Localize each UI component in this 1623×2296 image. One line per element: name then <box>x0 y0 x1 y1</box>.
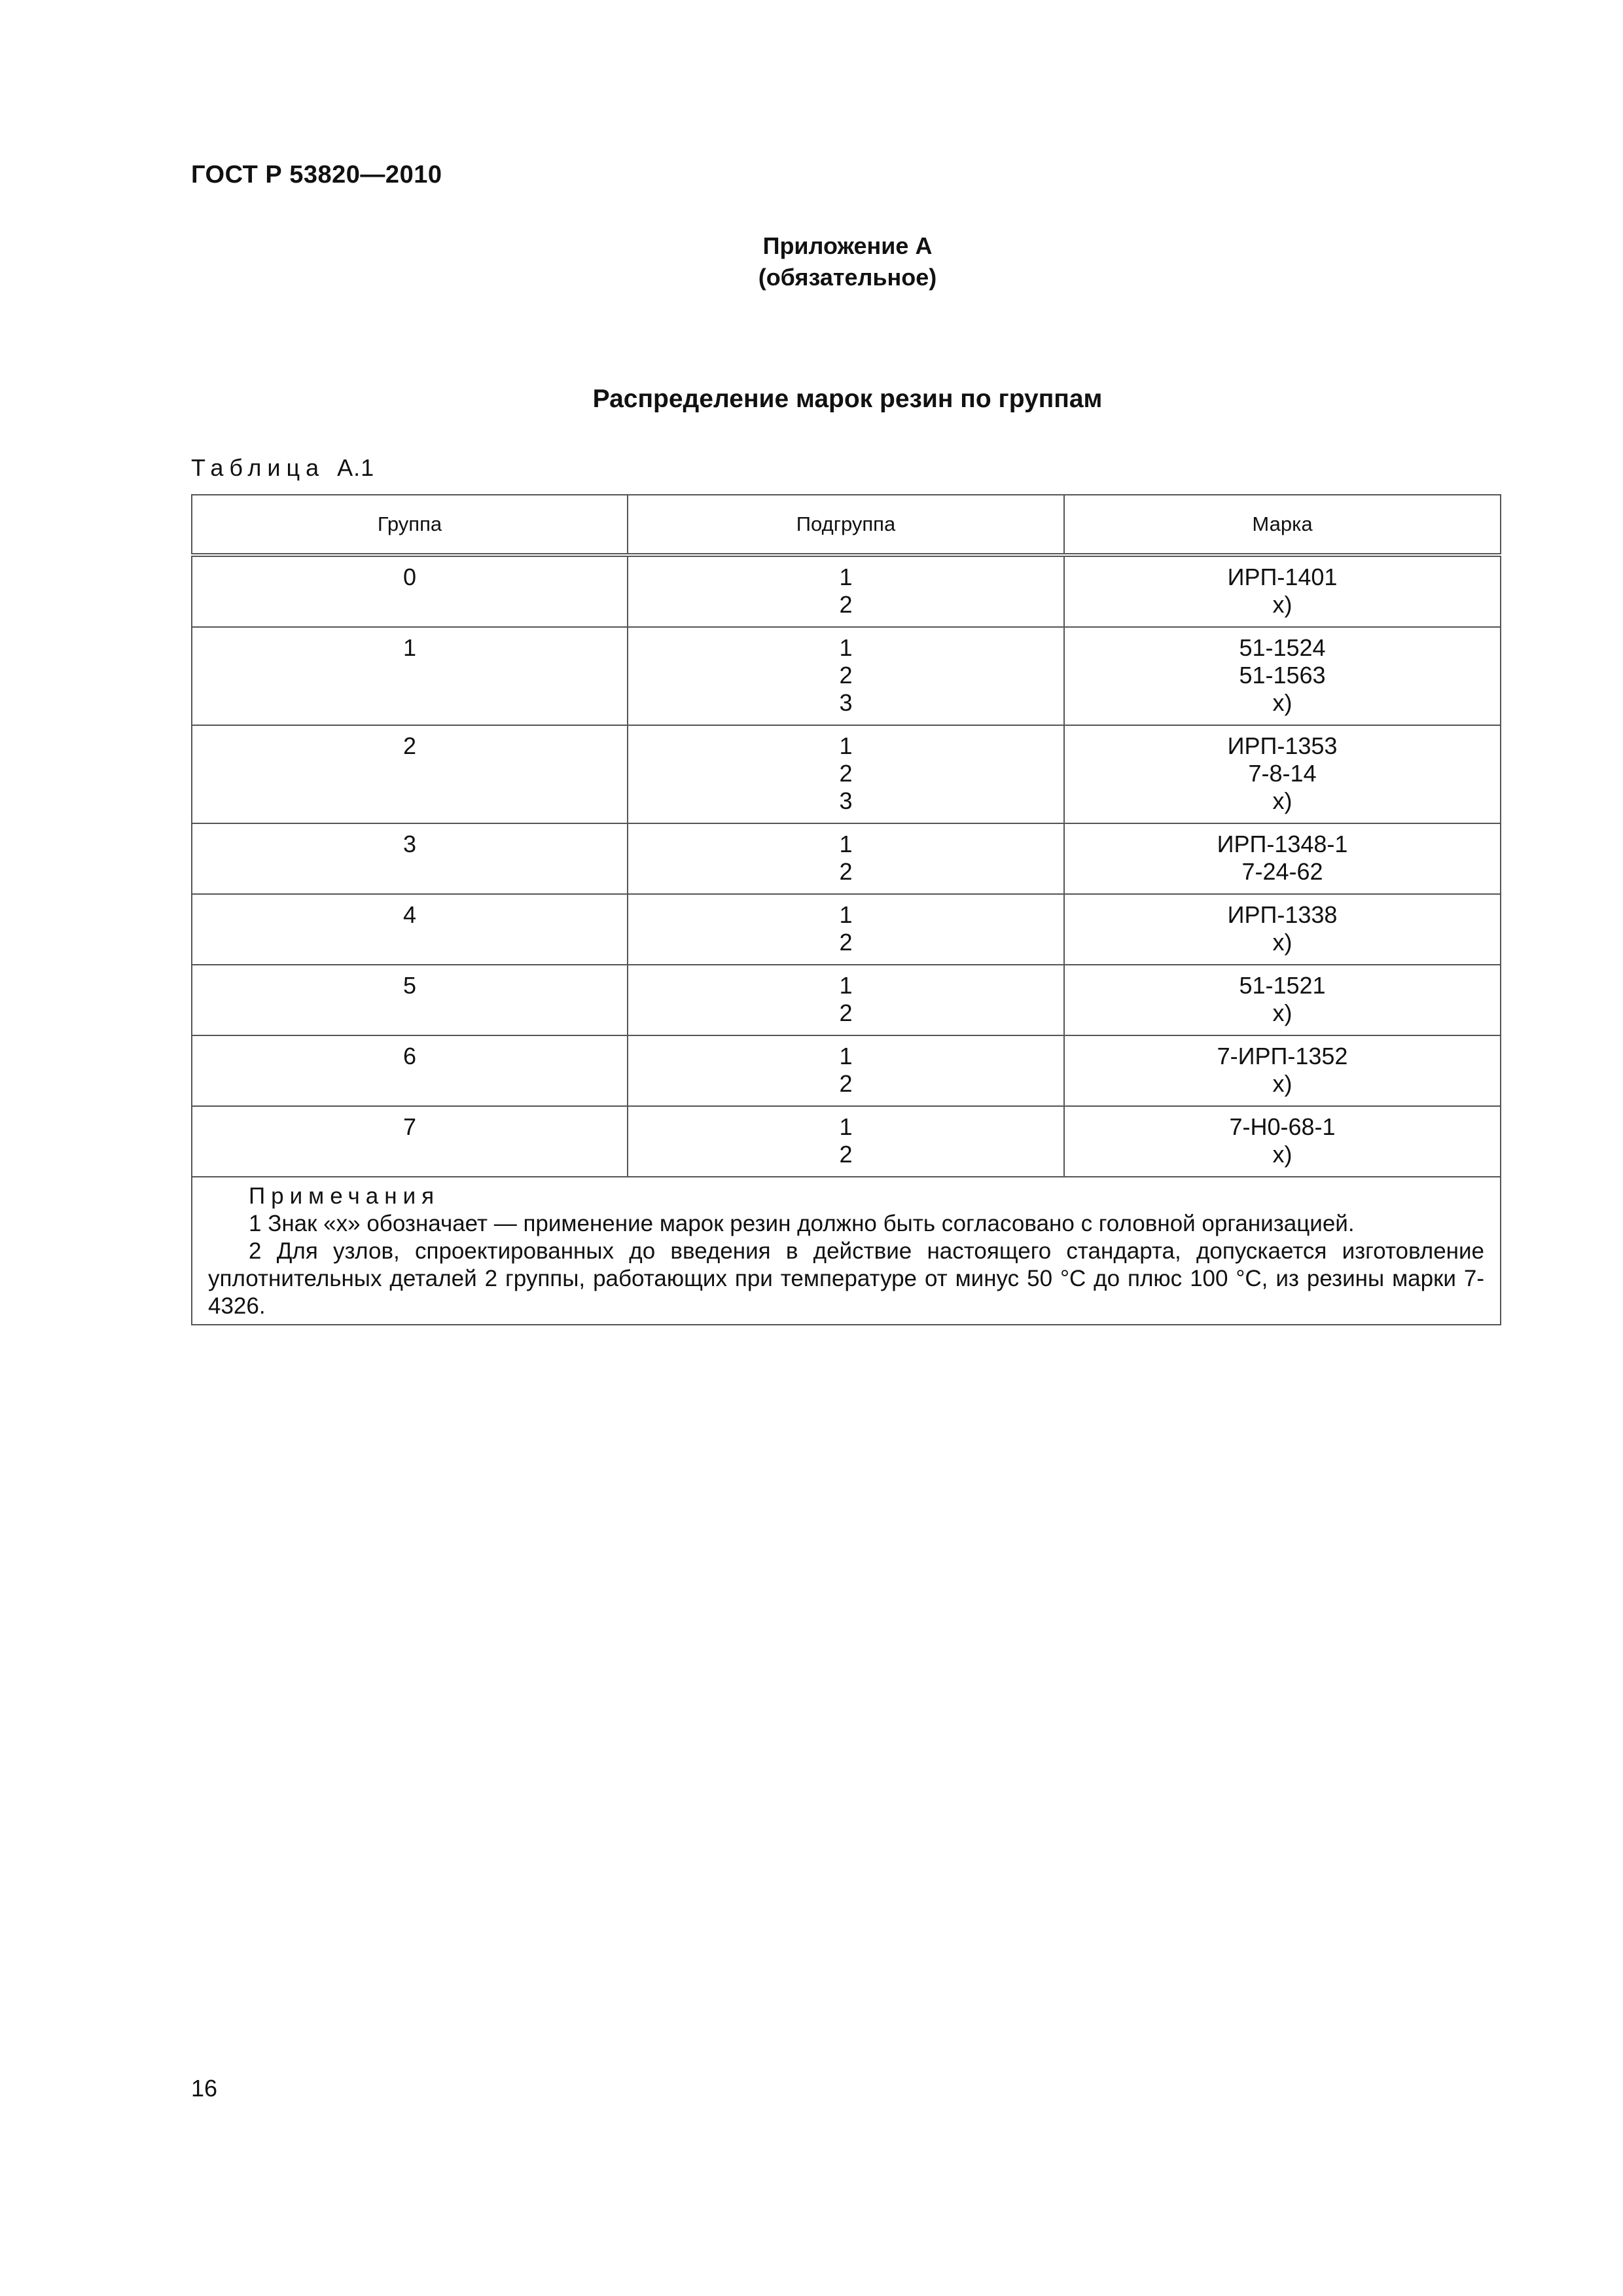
subgroup-cell <box>628 627 1064 725</box>
table-row <box>192 1106 1501 1177</box>
subgroup-value: 2 <box>839 929 853 956</box>
grade-value: х) <box>1272 591 1293 618</box>
grade-value: 7-24-62 <box>1241 858 1323 885</box>
grade-cell <box>1064 1106 1501 1177</box>
subgroup-value: 3 <box>839 787 853 814</box>
annex-title: Приложение А <box>762 232 933 259</box>
column-header-group: Группа <box>192 495 628 555</box>
grade-value: ИРП-1401 <box>1227 564 1338 590</box>
subgroup-cell <box>628 1035 1064 1106</box>
grade-value: 7-ИРП-1352 <box>1217 1043 1348 1069</box>
document-code: ГОСТ Р 53820—2010 <box>191 161 442 188</box>
column-header-grade: Марка <box>1064 495 1501 555</box>
subgroup-value: 1 <box>839 732 853 759</box>
subgroup-value: 3 <box>839 689 853 716</box>
grade-value: ИРП-1338 <box>1227 901 1338 928</box>
subgroup-value: 2 <box>839 591 853 618</box>
table-row <box>192 725 1501 823</box>
column-header-subgroup: Подгруппа <box>628 495 1064 555</box>
subgroup-cell <box>628 555 1064 627</box>
subgroup-value: 2 <box>839 1070 853 1097</box>
notes-cell <box>192 1177 1501 1325</box>
grade-value: х) <box>1272 999 1293 1026</box>
grade-value: х) <box>1272 1141 1293 1168</box>
notes-heading: Примечания <box>249 1183 440 1209</box>
table-caption-word: Таблица <box>191 454 325 481</box>
grade-value: х) <box>1272 787 1293 814</box>
grade-value: 51-1563 <box>1239 662 1326 689</box>
group-cell <box>192 555 628 627</box>
group-value: 7 <box>402 1113 417 1140</box>
note-item: 2 Для узлов, спроектированных до введения в действие настоящего стандарта, допускается изготовление уплотнительных деталей 2 группы, работающих при температуре от минус 50 °С до плюс 100 °С, из резины марки 7-4326. <box>208 1238 1484 1319</box>
group-value: 4 <box>402 901 417 928</box>
grade-value: 7-Н0-68-1 <box>1229 1113 1336 1140</box>
group-value: 5 <box>402 972 417 999</box>
subgroup-cell <box>628 1106 1064 1177</box>
group-value: 2 <box>402 732 417 759</box>
subgroup-value: 2 <box>839 1141 853 1168</box>
subgroup-value: 1 <box>839 972 853 999</box>
subgroup-cell <box>628 894 1064 965</box>
subgroup-value: 1 <box>839 831 853 857</box>
grade-value: 51-1521 <box>1239 972 1326 999</box>
annex-heading <box>0 230 1623 293</box>
grade-value: ИРП-1348-1 <box>1217 831 1348 857</box>
subgroup-cell <box>628 725 1064 823</box>
table-row <box>192 823 1501 894</box>
group-cell <box>192 965 628 1035</box>
grade-cell <box>1064 725 1501 823</box>
grade-value: ИРП-1353 <box>1227 732 1338 759</box>
group-cell <box>192 725 628 823</box>
group-cell <box>192 894 628 965</box>
table-header-row <box>192 495 1501 555</box>
subgroup-value: 1 <box>839 1043 853 1069</box>
grade-value: х) <box>1272 1070 1293 1097</box>
table-caption-number: А.1 <box>337 454 375 481</box>
group-value: 1 <box>402 634 417 661</box>
subgroup-value: 2 <box>839 858 853 885</box>
rubber-grades-table <box>191 494 1501 1325</box>
subgroup-value: 2 <box>839 999 853 1026</box>
group-cell <box>192 823 628 894</box>
subgroup-value: 1 <box>839 564 853 590</box>
grade-value: х) <box>1272 689 1293 716</box>
subgroup-value: 2 <box>839 760 853 787</box>
grade-cell <box>1064 1035 1501 1106</box>
grade-cell <box>1064 823 1501 894</box>
group-cell <box>192 1106 628 1177</box>
grade-value: 7-8-14 <box>1248 760 1317 787</box>
grade-cell <box>1064 555 1501 627</box>
table-row <box>192 555 1501 627</box>
group-value: 6 <box>402 1043 417 1069</box>
section-title: Распределение марок резин по группам <box>592 385 1103 413</box>
page-number: 16 <box>191 2075 218 2102</box>
subgroup-value: 2 <box>839 662 853 689</box>
subgroup-value: 1 <box>839 634 853 661</box>
table-row <box>192 1035 1501 1106</box>
subgroup-cell <box>628 965 1064 1035</box>
grade-cell <box>1064 965 1501 1035</box>
table-row <box>192 894 1501 965</box>
grade-cell <box>1064 627 1501 725</box>
notes-row <box>192 1177 1501 1325</box>
group-value: 0 <box>402 564 417 590</box>
table-row <box>192 627 1501 725</box>
subgroup-value: 1 <box>839 901 853 928</box>
table-row <box>192 965 1501 1035</box>
annex-status: (обязательное) <box>758 264 937 291</box>
grade-cell <box>1064 894 1501 965</box>
grade-value: х) <box>1272 929 1293 956</box>
subgroup-value: 1 <box>839 1113 853 1140</box>
group-cell <box>192 627 628 725</box>
group-cell <box>192 1035 628 1106</box>
note-item: 1 Знак «х» обозначает — применение марок резин должно быть согласовано с головной организацией. <box>249 1211 1355 1236</box>
grade-value: 51-1524 <box>1239 634 1326 661</box>
group-value: 3 <box>402 831 417 857</box>
table-caption <box>191 454 374 482</box>
subgroup-cell <box>628 823 1064 894</box>
